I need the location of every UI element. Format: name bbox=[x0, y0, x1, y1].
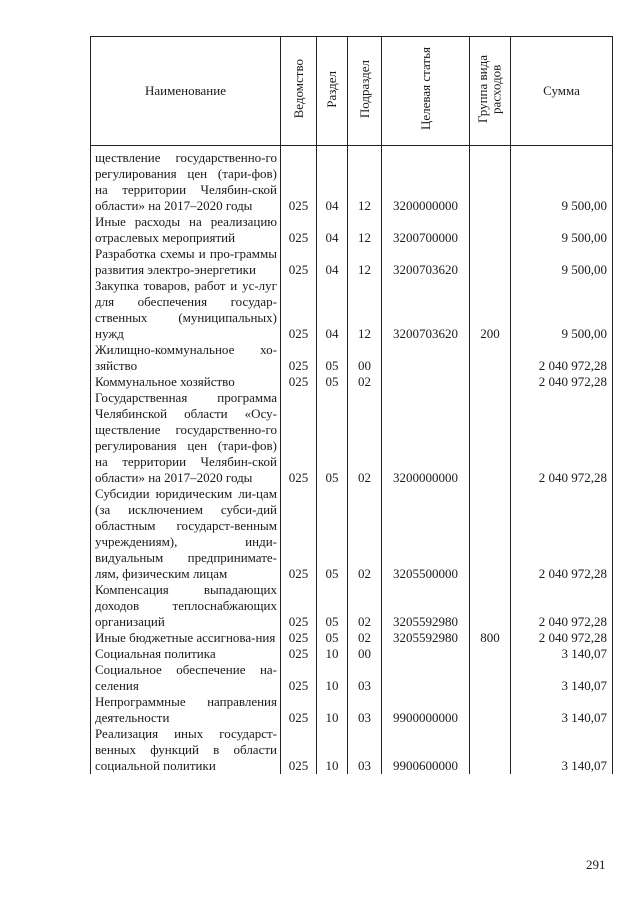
row-target-article: 3205500000 bbox=[382, 486, 470, 582]
row-subsection: 03 bbox=[348, 694, 382, 726]
row-section: 10 bbox=[317, 694, 348, 726]
row-name: Закупка товаров, работ и ус-луг для обеспечения государ-ственных (муниципальных) нужд bbox=[91, 278, 281, 342]
row-department: 025 bbox=[281, 246, 317, 278]
row-subsection: 12 bbox=[348, 214, 382, 246]
row-name: ществление государственно-го регулирования цен (тари-фов) на территории Челябин-ской области» на 2017–2020 годы bbox=[91, 146, 281, 215]
row-section: 05 bbox=[317, 486, 348, 582]
table-row bbox=[91, 278, 613, 342]
table-row bbox=[91, 582, 613, 630]
table-row bbox=[91, 246, 613, 278]
header-name-label: Наименование bbox=[145, 83, 226, 98]
row-expense-group bbox=[470, 390, 511, 486]
row-target-article: 9900600000 bbox=[382, 726, 470, 774]
row-section: 10 bbox=[317, 662, 348, 694]
row-target-article: 3200703620 bbox=[382, 278, 470, 342]
row-department: 025 bbox=[281, 146, 317, 215]
page-number: 291 bbox=[586, 857, 606, 872]
row-amount: 9 500,00 bbox=[511, 278, 613, 342]
row-name: Государственная программа Челябинской области «Осу-ществление государственно-го регулирования цен (тари-фов) на территории Челябин-ской области» на 2017–2020 годы bbox=[91, 390, 281, 486]
row-amount: 2 040 972,28 bbox=[511, 486, 613, 582]
row-target-article: 3200000000 bbox=[382, 390, 470, 486]
header-amount-label: Сумма bbox=[543, 83, 580, 98]
row-expense-group bbox=[470, 374, 511, 390]
row-section: 10 bbox=[317, 646, 348, 662]
header-target-article bbox=[382, 37, 470, 146]
row-expense-group bbox=[470, 342, 511, 374]
table-row bbox=[91, 630, 613, 646]
row-expense-group bbox=[470, 662, 511, 694]
table-row bbox=[91, 662, 613, 694]
table-row bbox=[91, 374, 613, 390]
table-row bbox=[91, 646, 613, 662]
row-section: 04 bbox=[317, 146, 348, 215]
table-row bbox=[91, 726, 613, 774]
row-name: Жилищно-коммунальное хо-зяйство bbox=[91, 342, 281, 374]
row-name: Разработка схемы и про-граммы развития электро-энергетики bbox=[91, 246, 281, 278]
table-row bbox=[91, 214, 613, 246]
row-name: Компенсация выпадающих доходов теплоснабжающих организаций bbox=[91, 582, 281, 630]
row-amount: 2 040 972,28 bbox=[511, 582, 613, 630]
row-amount: 3 140,07 bbox=[511, 694, 613, 726]
row-target-article bbox=[382, 342, 470, 374]
row-expense-group bbox=[470, 146, 511, 215]
row-department: 025 bbox=[281, 214, 317, 246]
header-section bbox=[317, 37, 348, 146]
row-expense-group bbox=[470, 694, 511, 726]
row-subsection: 00 bbox=[348, 342, 382, 374]
header-section-label: Раздел bbox=[324, 70, 340, 108]
row-amount: 2 040 972,28 bbox=[511, 630, 613, 646]
row-amount: 2 040 972,28 bbox=[511, 374, 613, 390]
header-target-article-label: Целевая статья bbox=[417, 47, 433, 131]
row-department: 025 bbox=[281, 582, 317, 630]
row-subsection: 12 bbox=[348, 278, 382, 342]
row-subsection: 12 bbox=[348, 146, 382, 215]
header-name bbox=[91, 37, 281, 146]
row-subsection: 12 bbox=[348, 246, 382, 278]
row-department: 025 bbox=[281, 390, 317, 486]
row-target-article bbox=[382, 662, 470, 694]
header-amount bbox=[511, 37, 613, 146]
row-section: 05 bbox=[317, 374, 348, 390]
header-expense-group bbox=[470, 37, 511, 146]
table-row bbox=[91, 146, 613, 215]
row-subsection: 03 bbox=[348, 662, 382, 694]
row-target-article: 9900000000 bbox=[382, 694, 470, 726]
row-target-article: 3205592980 bbox=[382, 582, 470, 630]
row-name: Реализация иных государст-венных функций в области социальной политики bbox=[91, 726, 281, 774]
row-subsection: 00 bbox=[348, 646, 382, 662]
row-amount: 9 500,00 bbox=[511, 246, 613, 278]
row-amount: 9 500,00 bbox=[511, 146, 613, 215]
row-section: 10 bbox=[317, 726, 348, 774]
header-expense-group-line2: расходов bbox=[489, 64, 504, 114]
row-expense-group: 800 bbox=[470, 630, 511, 646]
header-department bbox=[281, 37, 317, 146]
row-name: Иные бюджетные ассигнова-ния bbox=[91, 630, 281, 646]
header-row bbox=[91, 37, 613, 146]
row-section: 05 bbox=[317, 582, 348, 630]
row-name: Непрограммные направления деятельности bbox=[91, 694, 281, 726]
row-expense-group bbox=[470, 486, 511, 582]
header-subsection bbox=[348, 37, 382, 146]
row-expense-group: 200 bbox=[470, 278, 511, 342]
row-expense-group bbox=[470, 246, 511, 278]
row-section: 04 bbox=[317, 278, 348, 342]
row-target-article: 3200703620 bbox=[382, 246, 470, 278]
row-name: Коммунальное хозяйство bbox=[91, 374, 281, 390]
row-department: 025 bbox=[281, 662, 317, 694]
row-subsection: 02 bbox=[348, 486, 382, 582]
row-name: Субсидии юридическим ли-цам (за исключением субси-дий областным государст-венным учреждениям), инди-видуальным предпринимате-лям, физическим лицам bbox=[91, 486, 281, 582]
row-amount: 2 040 972,28 bbox=[511, 342, 613, 374]
row-subsection: 02 bbox=[348, 582, 382, 630]
row-expense-group bbox=[470, 582, 511, 630]
row-name: Иные расходы на реализацию отраслевых мероприятий bbox=[91, 214, 281, 246]
row-department: 025 bbox=[281, 342, 317, 374]
row-subsection: 02 bbox=[348, 374, 382, 390]
row-expense-group bbox=[470, 646, 511, 662]
row-target-article: 3200700000 bbox=[382, 214, 470, 246]
row-department: 025 bbox=[281, 646, 317, 662]
row-amount: 3 140,07 bbox=[511, 646, 613, 662]
table-body bbox=[91, 146, 613, 775]
row-target-article: 3200000000 bbox=[382, 146, 470, 215]
header-subsection-label: Подраздел bbox=[356, 59, 372, 119]
row-target-article bbox=[382, 374, 470, 390]
table-header bbox=[91, 37, 613, 146]
row-department: 025 bbox=[281, 374, 317, 390]
row-section: 04 bbox=[317, 246, 348, 278]
row-target-article bbox=[382, 646, 470, 662]
row-name: Социальная политика bbox=[91, 646, 281, 662]
row-name: Социальное обеспечение на-селения bbox=[91, 662, 281, 694]
header-department-label: Ведомство bbox=[290, 59, 306, 119]
row-subsection: 02 bbox=[348, 630, 382, 646]
row-target-article: 3205592980 bbox=[382, 630, 470, 646]
table-row bbox=[91, 694, 613, 726]
row-department: 025 bbox=[281, 726, 317, 774]
row-expense-group bbox=[470, 726, 511, 774]
row-amount: 9 500,00 bbox=[511, 214, 613, 246]
row-amount: 3 140,07 bbox=[511, 662, 613, 694]
row-section: 05 bbox=[317, 390, 348, 486]
row-department: 025 bbox=[281, 630, 317, 646]
header-expense-group-line1: Группа вида bbox=[475, 55, 491, 123]
row-subsection: 03 bbox=[348, 726, 382, 774]
row-expense-group bbox=[470, 214, 511, 246]
table-row bbox=[91, 486, 613, 582]
row-section: 04 bbox=[317, 214, 348, 246]
row-subsection: 02 bbox=[348, 390, 382, 486]
table-row bbox=[91, 390, 613, 486]
row-amount: 3 140,07 bbox=[511, 726, 613, 774]
table-row bbox=[91, 342, 613, 374]
row-department: 025 bbox=[281, 486, 317, 582]
header-expense-group-label bbox=[476, 55, 503, 123]
row-department: 025 bbox=[281, 278, 317, 342]
row-section: 05 bbox=[317, 630, 348, 646]
row-department: 025 bbox=[281, 694, 317, 726]
row-amount: 2 040 972,28 bbox=[511, 390, 613, 486]
budget-table bbox=[90, 36, 613, 774]
row-section: 05 bbox=[317, 342, 348, 374]
